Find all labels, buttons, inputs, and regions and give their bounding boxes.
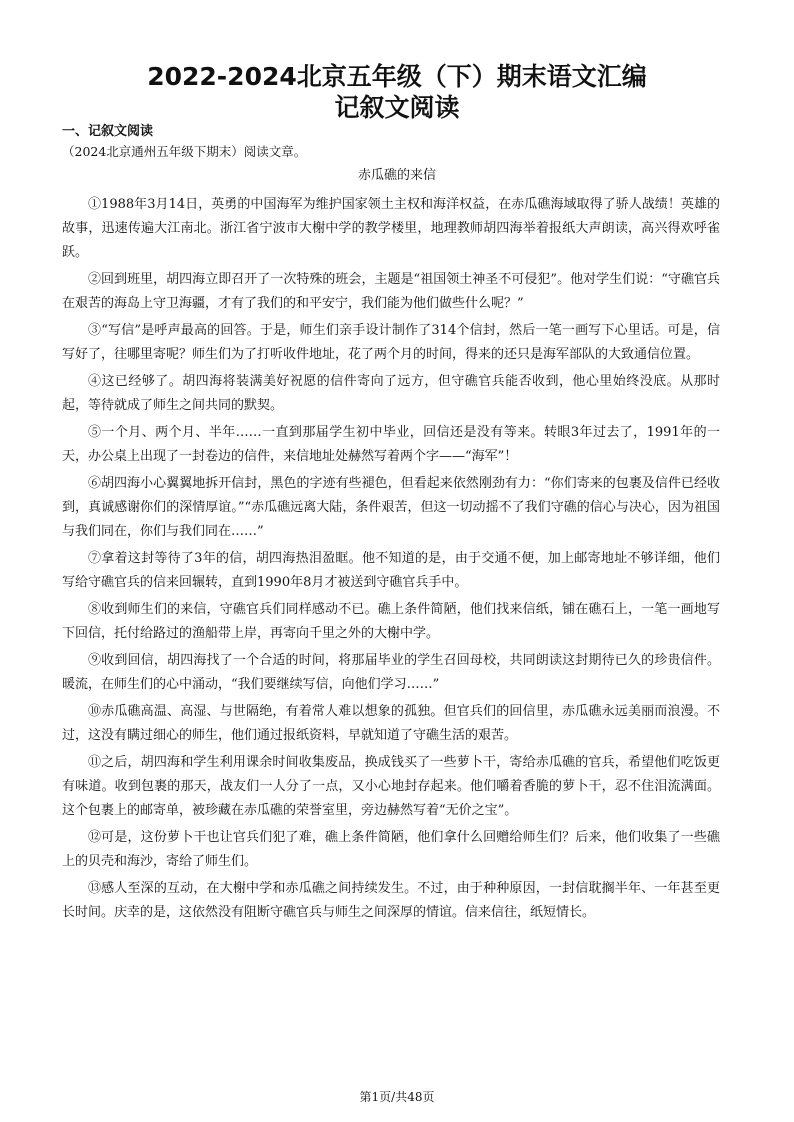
source-note: （2024北京通州五年级下期末）阅读文章。 <box>62 144 307 159</box>
paragraph: ④这已经够了。胡四海将装满美好祝愿的信件寄向了远方，但守礁官兵能否收到，他心里始终没底。从那时起，等待就成了师生之间共同的默契。 <box>62 374 720 413</box>
document-subtitle: 记叙文阅读 <box>334 93 460 122</box>
paragraph: ⑧收到师生们的来信，守礁官兵们同样感动不已。礁上条件简陋，他们找来信纸，铺在礁石上，一笔一画地写下回信，托付给路过的渔船带上岸，再寄向千里之外的大榭中学。 <box>62 602 720 641</box>
paragraph: ①1988年3月14日，英勇的中国海军为维护国家领土主权和海洋权益，在赤瓜礁海域取得了骄人战绩！英雄的故事，迅速传遍大江南北。浙江省宁波市大榭中学的教学楼里，地理教师胡四海举着报纸大声朗读，高兴得欢呼雀跃。 <box>62 197 720 260</box>
paragraph: ③“写信”是呼声最高的回答。于是，师生们亲手设计制作了314个信封，然后一笔一画写下心里话。可是，信写好了，往哪里寄呢？师生们为了打听收件地址，花了两个月的时间，得来的还只是海军部队的大致通信位置。 <box>62 323 720 362</box>
document-title: 2022-2024北京五年级（下）期末语文汇编 <box>147 62 647 91</box>
paragraph: ⑦拿着这封等待了3年的信，胡四海热泪盈眶。他不知道的是，由于交通不便，加上邮寄地址不够详细，他们写给守礁官兵的信来回辗转，直到1990年8月才被送到守礁官兵手中。 <box>62 551 720 590</box>
paragraph: ⑩赤瓜礁高温、高湿、与世隔绝，有着常人难以想象的孤独。但官兵们的回信里，赤瓜礁永远美丽而浪漫。不过，这没有瞒过细心的师生，他们通过报纸资料，早就知道了守礁生活的艰苦。 <box>62 704 720 743</box>
section-heading: 一、记叙文阅读 <box>62 124 154 139</box>
paragraph: ⑥胡四海小心翼翼地拆开信封，黑色的字迹有些褪色，但看起来依然刚劲有力：“你们寄来的包裹及信件已经收到，真诚感谢你们的深情厚谊。”“赤瓜礁远离大陆，条件艰苦，但这一切动摇不了我们守礁的信心与决心，因为祖国与我们同在，你们与我们同在……” <box>62 476 720 539</box>
paragraph: ⑨收到回信，胡四海找了一个合适的时间，将那届毕业的学生召回母校，共同朗读这封期待已久的珍贵信件。暖流，在师生们的心中涌动，“我们要继续写信，向他们学习……” <box>62 653 720 692</box>
paragraph: ⑤一个月、两个月、半年……一直到那届学生初中毕业，回信还是没有等来。转眼3年过去了，1991年的一天，办公桌上出现了一封卷边的信件，来信地址处赫然写着两个字——“海军”！ <box>62 425 720 464</box>
paragraph: ⑬感人至深的互动，在大榭中学和赤瓜礁之间持续发生。不过，由于种种原因，一封信耽搁半年、一年甚至更长时间。庆幸的是，这依然没有阻断守礁官兵与师生之间深厚的情谊。信来信往，纸短情长。 <box>62 881 720 920</box>
page-number: 第1页/共48页 <box>359 1090 435 1104</box>
paragraph: ②回到班里，胡四海立即召开了一次特殊的班会，主题是“祖国领土神圣不可侵犯”。他对学生们说：“守礁官兵在艰苦的海岛上守卫海疆，才有了我们的和平安宁，我们能为他们做些什么呢？” <box>62 272 720 311</box>
paragraph: ⑫可是，这份萝卜干也让官兵们犯了难，礁上条件简陋，他们拿什么回赠给师生们？后来，他们收集了一些礁上的贝壳和海沙，寄给了师生们。 <box>62 830 720 869</box>
article-title: 赤瓜礁的来信 <box>357 168 436 183</box>
article-body <box>62 193 720 928</box>
paragraph: ⑪之后，胡四海和学生利用课余时间收集废品，换成钱买了一些萝卜干，寄给赤瓜礁的官兵，希望他们吃饭更有味道。收到包裹的那天，战友们一人分了一点，又小心地封存起来。他们嚼着香脆的萝卜干，忍不住泪流满面。这个包裹上的邮寄单，被珍藏在赤瓜礁的荣誉室里，旁边赫然写着“无价之宝”。 <box>62 755 720 818</box>
